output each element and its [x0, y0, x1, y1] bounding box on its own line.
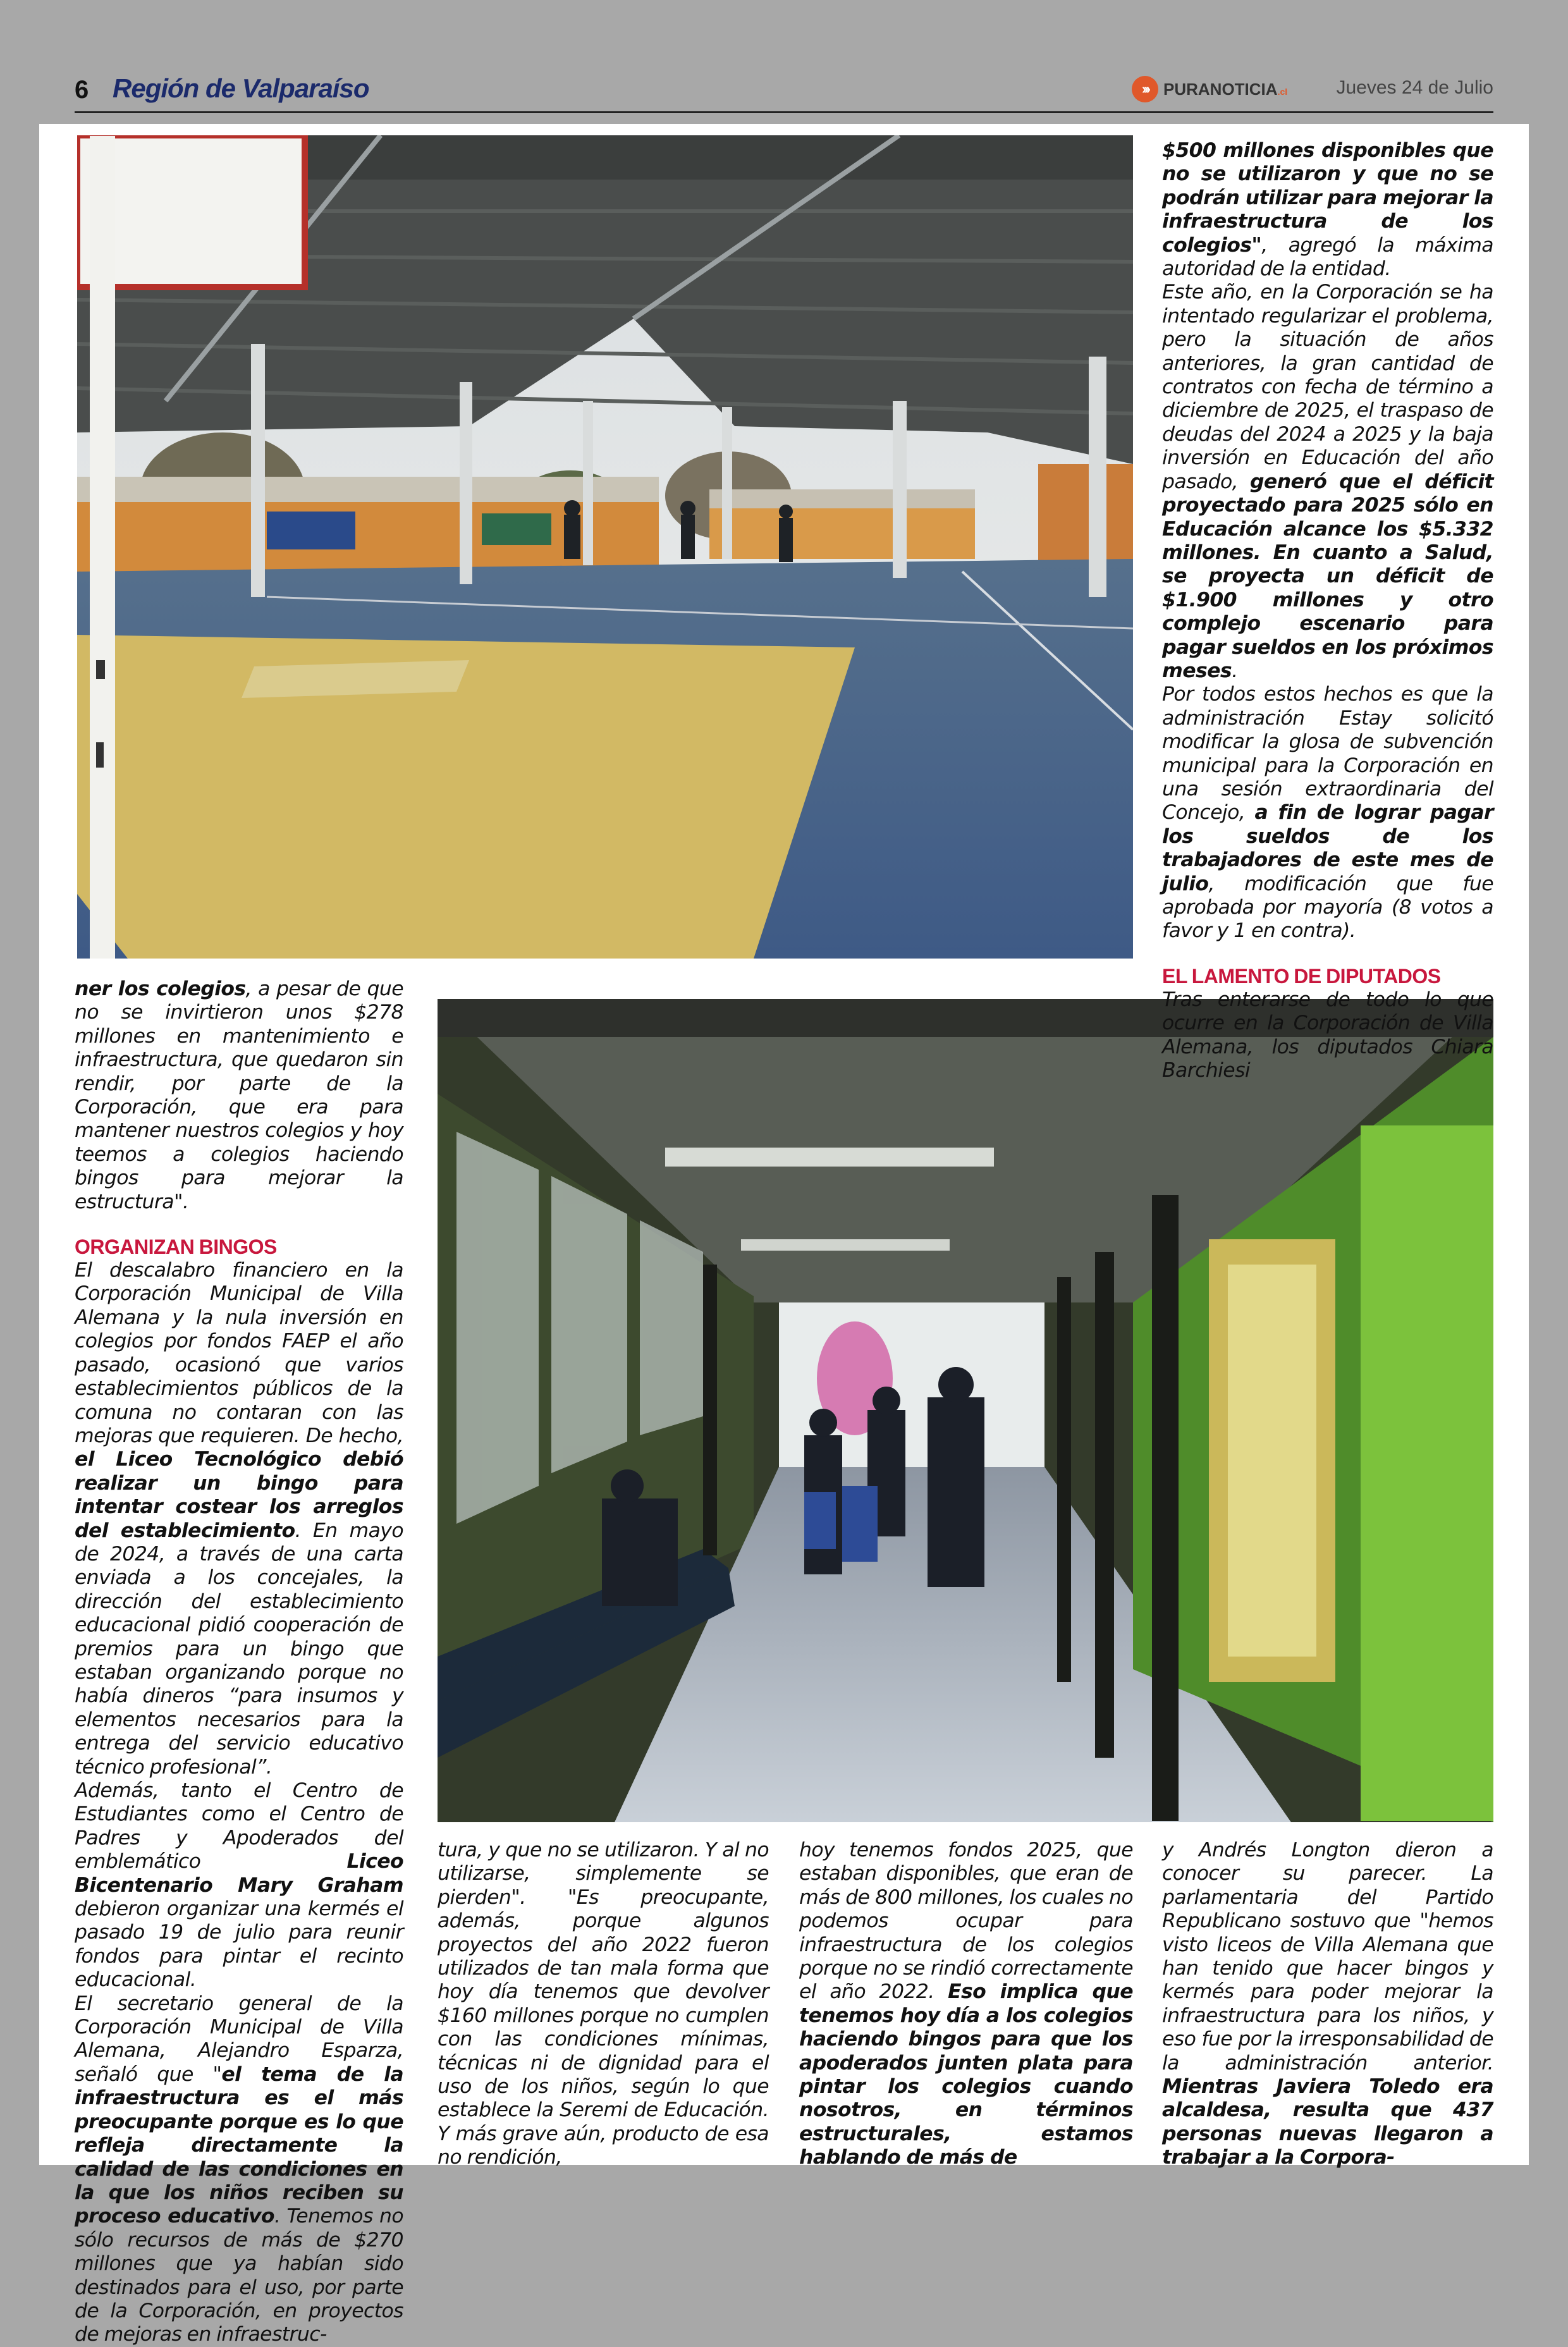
play-arrows-icon: ›››	[1132, 76, 1158, 102]
page-header	[75, 71, 1493, 113]
photo-school-corridor	[438, 999, 1493, 1822]
paragraph: El descalabro financiero en la Corporación Municipal de Villa Alemana y la nula inversión en colegios por fondos FAEP el año pasado, ocasionó que varios establecimientos públicos de la comuna no contaran con las mejoras que requieren. De hecho, el Liceo Tecnológico debió realizar un bingo para intentar costear los arreglos del establecimiento. En mayo de 2024, a través de una carta enviada a los concejales, la dirección del establecimiento educacional pidió cooperación de premios para un bingo que estaban organizando porque no había dineros “para insumos y elementos necesarios para la entrega del servicio educativo técnico profesional”.	[75, 1259, 403, 1779]
article-column-4	[1162, 1839, 1493, 2170]
publication-logo	[1132, 75, 1287, 104]
subheading-bingos: ORGANIZAN BINGOS	[75, 1235, 277, 1259]
page-number: 6	[75, 76, 89, 104]
paragraph: El secretario general de la Corporación Municipal de Villa Alemana, Alejandro Esparza, señaló que "el tema de la infraestructura es el más preocupante porque es lo que refleja directamente la calidad de las condiciones en la que los niños reciben su proceso educativo. Tenemos no sólo recursos de más de $270 millones que ya habían sido destinados para el uso, por parte de la Corporación, en proyectos de mejoras en infraestruc-	[75, 1992, 403, 2346]
paragraph: tura, y que no se utilizaron. Y al no utilizarse, simplemente se pierden". "Es preocupante, además, porque algunos proyectos del año 2022 fueron utilizados de tan mala forma que hoy día tenemos que devolver $160 millones porque no cumplen con las condiciones mínimas, técnicas ni de dignidad para el uso de los niños, según lo que establece la Seremi de Educación. Y más grave aún, producto de esa no rendición,	[438, 1839, 769, 2169]
paragraph: Tras enterarse de todo lo que ocurre en la Corporación de Villa Alemana, los diputados Chiara Barchiesi	[1162, 988, 1493, 1082]
article-column-right	[1162, 139, 1493, 1082]
article-column-1	[75, 977, 403, 2347]
paragraph: Este año, en la Corporación se ha intentado regularizar el problema, pero la situación de años anteriores, la gran cantidad de contratos con fecha de término a diciembre de 2025, el traspaso de deudas del 2024 a 2025 y la baja inversión en Educación del año pasado, generó que el déficit proyectado para 2025 sólo en Educación alcance los $5.332 millones. En cuanto a Salud, se proyecta un déficit de $1.900 millones y otro complejo escenario para pagar sueldos en los próximos meses.	[1162, 281, 1493, 682]
paragraph: ner los colegios, a pesar de que no se invirtieron unos $278 millones en mantenimiento e infraestructura, que quedaron sin rendir, por parte de la Corporación, que era para mantener nuestros colegios y hoy teemos a colegios haciendo bingos para mejorar la estructura".	[75, 977, 403, 1213]
section-title: Región de Valparaíso	[113, 73, 369, 103]
paragraph: hoy tenemos fondos 2025, que estaban disponibles, que eran de más de 800 millones, los cuales no podemos ocupar para infraestructura de los colegios porque no se rindió correctamente el año 2022. Eso implica que tenemos hoy día a los colegios haciendo bingos para que los apoderados junten plata para pintar los colegios cuando nosotros, en términos estructurales, estamos hablando de más de	[799, 1839, 1133, 2169]
article-column-3	[799, 1839, 1133, 2170]
paragraph: Además, tanto el Centro de Estudiantes como el Centro de Padres y Apoderados del emblemático Liceo Bicentenario Mary Graham debieron organizar una kermés el pasado 19 de julio para reunir fondos para pintar el recinto educacional.	[75, 1779, 403, 1992]
subheading-diputados: EL LAMENTO DE DIPUTADOS	[1162, 964, 1441, 988]
paragraph: y Andrés Longton dieron a conocer su parecer. La parlamentaria del Partido Republicano sostuvo que "hemos visto liceos de Villa Alemana que han tenido que hacer bingos y kermés para poder mejorar la infraestructura para los niños, y eso fue por la irresponsabilidad de la administración anterior. Mientras Javiera Toledo era alcaldesa, resulta que 437 personas nuevas llegaron a trabajar a la Corpora-	[1162, 1839, 1493, 2169]
logo-text: PURANOTICIA.cl	[1163, 79, 1288, 99]
issue-date: Jueves 24 de Julio	[1336, 77, 1493, 98]
paragraph: $500 millones disponibles que no se utilizaron y que no se podrán utilizar para mejorar la infraestructura de los colegios", agregó la máxima autoridad de la entidad.	[1162, 139, 1493, 281]
photo-covered-court	[77, 135, 1133, 959]
paragraph: Por todos estos hechos es que la administración Estay solicitó modificar la glosa de subvención municipal para la Corporación en una sesión extraordinaria del Concejo, a fin de lograr pagar los sueldos de los trabajadores de este mes de julio, modificación que fue aprobada por mayoría (8 votos a favor y 1 en contra).	[1162, 683, 1493, 943]
article-column-2	[438, 1839, 769, 2170]
